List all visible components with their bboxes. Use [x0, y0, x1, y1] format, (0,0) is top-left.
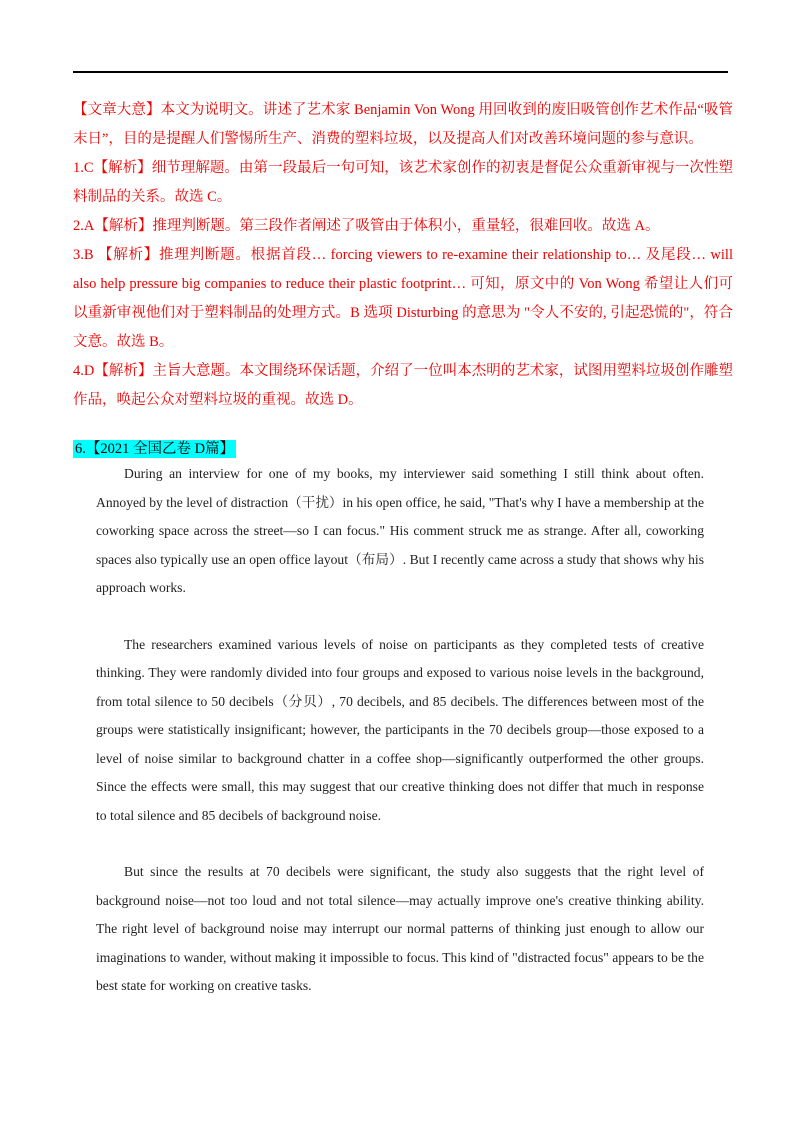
passage-paragraph-3: But since the results at 70 decibels were significant, the study also suggests that the right level of background noise—not too loud and not total silence—may actually improve one's creative thinking ability. The right level of background noise may interrupt our normal patterns of thinking just enough to allow our imaginations to wander, without making it impossible to focus. This kind of "distracted focus" appears to be the best state for working on creative tasks. — [96, 864, 704, 993]
header-rule — [73, 71, 728, 73]
answer-1-explanation: 1.C【解析】细节理解题。由第一段最后一句可知，该艺术家创作的初衷是督促公众重新审视与一次性塑料制品的关系。故选 C。 — [73, 160, 733, 205]
article-summary: 【文章大意】本文为说明文。讲述了艺术家 Benjamin Von Wong 用回收到的废旧吸管创作艺术作品“吸管末日”，目的是提醒人们警惕所生产、消费的塑料垃圾，以及提高人们对改善环境问题的参与意识。 — [73, 102, 733, 147]
section-heading: 6.【2021 全国乙卷 D篇】 — [75, 441, 235, 457]
answer-explanations — [73, 96, 733, 415]
answer-3-explanation: 3.B 【解析】推理判断题。根据首段… forcing viewers to re-examine their relationship to… 及尾段… will also help pressure big companies to reduce their plastic footprint… 可知，原文中的 Von Wong 希望让人们可以重新审视他们对于塑料制品的处理方式。B 选项 Disturbing 的意思为 "令人不安的, 引起恐慌的"，符合文意。故选 B。 — [73, 247, 733, 350]
answer-4-explanation: 4.D【解析】主旨大意题。本文围绕环保话题，介绍了一位叫本杰明的艺术家，试图用塑料垃圾创作雕塑作品，唤起公众对塑料垃圾的重视。故选 D。 — [73, 363, 733, 408]
passage-paragraph-2: The researchers examined various levels of noise on participants as they completed tests of creative thinking. They were randomly divided into four groups and exposed to various noise levels in the background, from total silence to 50 decibels（分贝）, 70 decibels, and 85 decibels. The differences between most of the groups were statistically insignificant; however, the participants in the 70 decibels group—those exposed to a level of noise similar to background chatter in a coffee shop—significantly outperformed the other groups. Since the effects were small, this may suggest that our creative thinking does not differ that much in response to total silence and 85 decibels of background noise. — [96, 636, 704, 823]
answer-2-explanation: 2.A【解析】推理判断题。第三段作者阐述了吸管由于体积小，重量轻，很难回收。故选 A。 — [73, 218, 660, 234]
reading-passage — [96, 460, 704, 1029]
passage-paragraph-1: During an interview for one of my books, my interviewer said something I still think about often. Annoyed by the level of distraction（干扰）in his open office, he said, "That's why I have a membership at the coworking space across the street—so I can focus." His comment struck me as strange. After all, coworking spaces also typically use an open office layout（布局）. But I recently came across a study that shows why his approach works. — [96, 466, 704, 595]
